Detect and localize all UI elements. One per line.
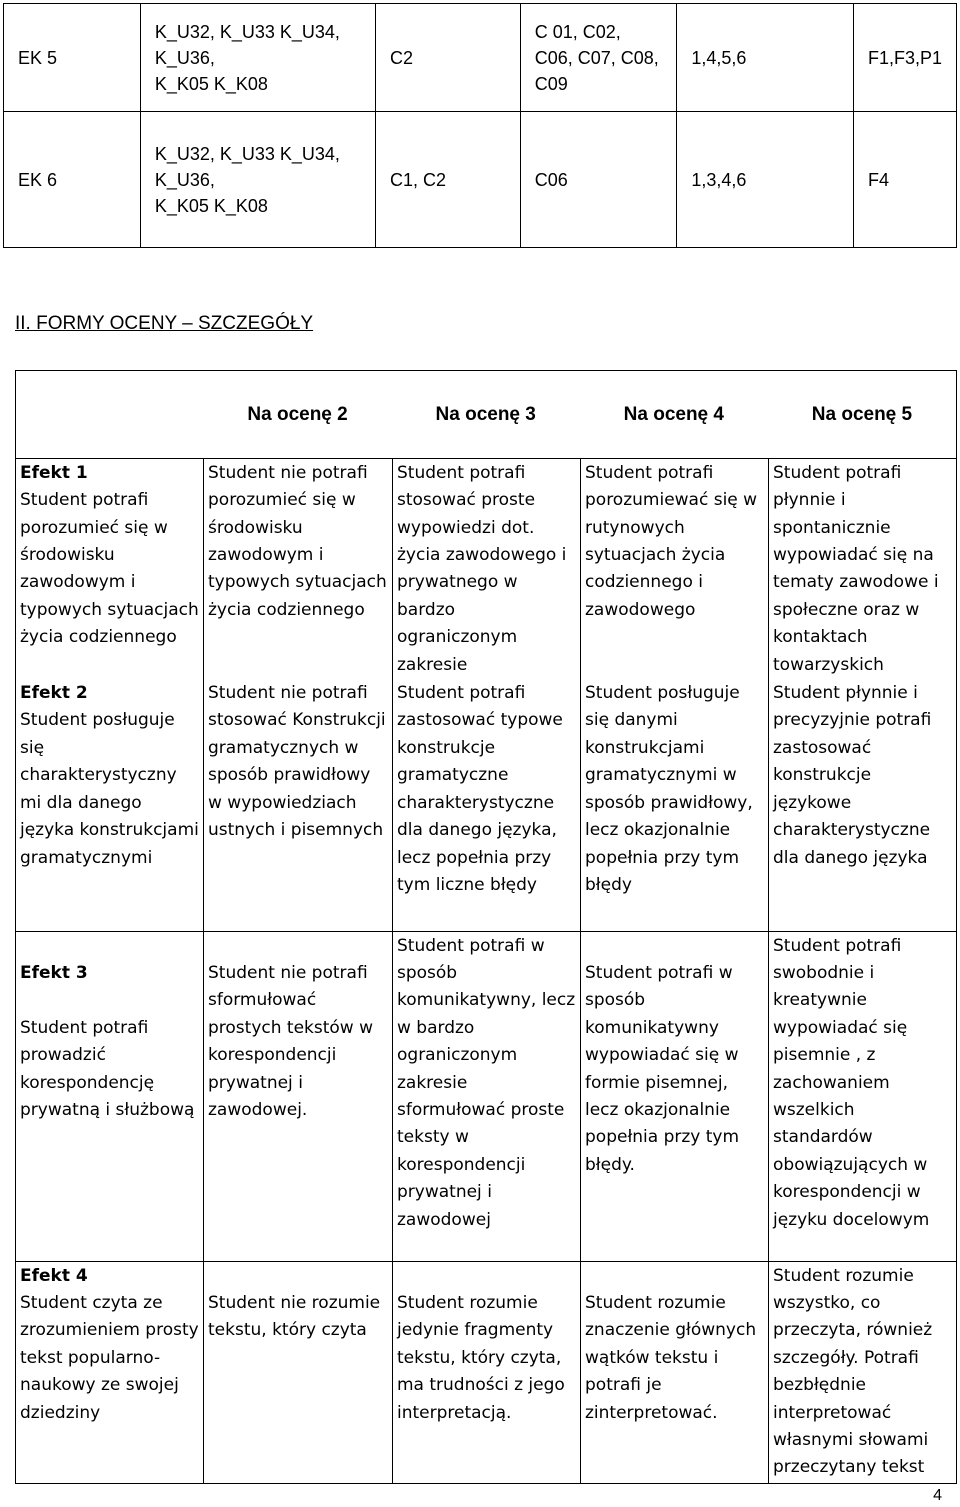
grade-4-label: Na ocenę 4 — [623, 403, 724, 425]
effect-description: Student posługuje się charakterystyczny mi dla danego języka konstrukcjami gramatycznymi — [20, 710, 199, 868]
criteria-text: Student rozumie jedynie fragmenty tekstu, który czyta, ma trudności z jego interpretacją. — [397, 1292, 565, 1423]
effect-cell — [16, 931, 204, 1261]
effect-description: Student potrafi porozumieć się w środowisku zawodowym i typowych sytuacjach życia codziennego — [20, 490, 199, 648]
c-code: C1, C2 — [376, 112, 521, 248]
criteria-text: Student rozumie znaczenie głównych wątków tekstu i potrafi je zinterpretować. — [585, 1292, 757, 1423]
grade-5-label: Na ocenę 5 — [811, 403, 913, 425]
effect-cell — [16, 679, 204, 931]
grade-2-criteria: Student nie potrafi porozumieć się w środowisku zawodowym i typowych sytuacjach życia codziennego — [204, 458, 393, 679]
effect-title: Efekt 4 — [20, 1265, 88, 1286]
effect-title: Efekt 1 — [20, 462, 88, 483]
table-row — [16, 1261, 957, 1483]
grade-2-label: Na ocenę 2 — [247, 403, 348, 425]
grade-4-criteria — [581, 931, 769, 1261]
outcome-codes: K_U32, K_U33 K_U34, K_U36, K_K05 K_K08 — [140, 112, 375, 248]
c-code: C2 — [376, 4, 521, 112]
grade-2-criteria — [204, 1261, 393, 1483]
effect-title: Efekt 3 — [20, 962, 88, 983]
f-codes: F4 — [853, 112, 956, 248]
criteria-text: Student nie potrafi sformułować prostych tekstów w korespondencji prywatnej i zawodowej. — [208, 962, 374, 1120]
grade-5-criteria: Student potrafi płynnie i spontanicznie wypowiadać się na tematy zawodowe i społeczne oraz w kontaktach towarzyskich — [769, 458, 957, 679]
page-number: 4 — [933, 1487, 942, 1504]
header-empty-cell — [16, 371, 204, 459]
grade-5-criteria: Student rozumie wszystko, co przeczyta, również szczegóły. Potrafi bezbłędnie interpretować własnymi słowami przeczytany tekst — [769, 1261, 957, 1483]
grades-header-row — [16, 371, 957, 459]
effect-title: Efekt 2 — [20, 683, 88, 704]
criteria-text: Student potrafi w sposób komunikatywny wypowiadać się w formie pisemnej, lecz okazjonalnie popełnia przy tym błędy. — [585, 962, 740, 1175]
f-codes: F1,F3,P1 — [853, 4, 956, 112]
c-codes: C 01, C02, C06, C07, C08, C09 — [520, 4, 677, 112]
section-title: II. FORMY OCENY – SZCZEGÓŁY — [15, 313, 314, 334]
grade-3-criteria: Student potrafi stosować proste wypowiedzi dot. życia zawodowego i prywatnego w bardzo ograniczonym zakresie — [393, 458, 581, 679]
grade-4-criteria: Student potrafi porozumiewać się w rutynowych sytuacjach życia codziennego i zawodowego — [581, 458, 769, 679]
outcomes-mapping-table — [3, 3, 957, 248]
grade-5-criteria: Student płynnie i precyzyjnie potrafi zastosować konstrukcje językowe charakterystyczne dla danego języka — [769, 679, 957, 931]
table-row — [16, 931, 957, 1261]
grade-2-criteria: Student nie potrafi stosować Konstrukcji gramatycznych w sposób prawidłowy w wypowiedziach ustnych i pisemnych — [204, 679, 393, 931]
effect-description: Student potrafi prowadzić korespondencję prywatną i służbową — [20, 1017, 195, 1120]
table-row — [16, 458, 957, 679]
grade-3-criteria: Student potrafi w sposób komunikatywny, lecz w bardzo ograniczonym zakresie sformułować proste teksty w korespondencji prywatnej i zawodowej — [393, 931, 581, 1261]
effect-cell — [16, 458, 204, 679]
grade-5-criteria: Student potrafi swobodnie i kreatywnie wypowiadać się pisemnie , z zachowaniem wszelkich standardów obowiązujących w korespondencji w języku docelowym — [769, 931, 957, 1261]
table-row — [4, 112, 957, 248]
effect-cell — [16, 1261, 204, 1483]
assessment-criteria-table — [15, 370, 957, 1484]
grade-4-criteria — [581, 1261, 769, 1483]
table-row — [16, 679, 957, 931]
c-codes: C06 — [520, 112, 677, 248]
numbers: 1,4,5,6 — [677, 4, 854, 112]
grade-3-label: Na ocenę 3 — [435, 403, 536, 425]
effect-description: Student czyta ze zrozumieniem prosty tekst popularno-naukowy ze swojej dziedziny — [20, 1292, 199, 1423]
grade-3-criteria: Student potrafi zastosować typowe konstrukcje gramatyczne charakterystyczne dla danego języka, lecz popełnia przy tym liczne błędy — [393, 679, 581, 931]
outcome-codes: K_U32, K_U33 K_U34, K_U36, K_K05 K_K08 — [140, 4, 375, 112]
ek-code: EK 5 — [4, 4, 141, 112]
grade-2-criteria — [204, 931, 393, 1261]
criteria-text: Student nie rozumie tekstu, który czyta — [208, 1292, 381, 1341]
numbers: 1,3,4,6 — [677, 112, 854, 248]
table-row — [4, 4, 957, 112]
grades-header — [204, 371, 957, 459]
grade-4-criteria: Student posługuje się danymi konstrukcjami gramatycznymi w sposób prawidłowy, lecz okazjonalnie popełnia przy tym błędy — [581, 679, 769, 931]
ek-code: EK 6 — [4, 112, 141, 248]
grade-3-criteria — [393, 1261, 581, 1483]
